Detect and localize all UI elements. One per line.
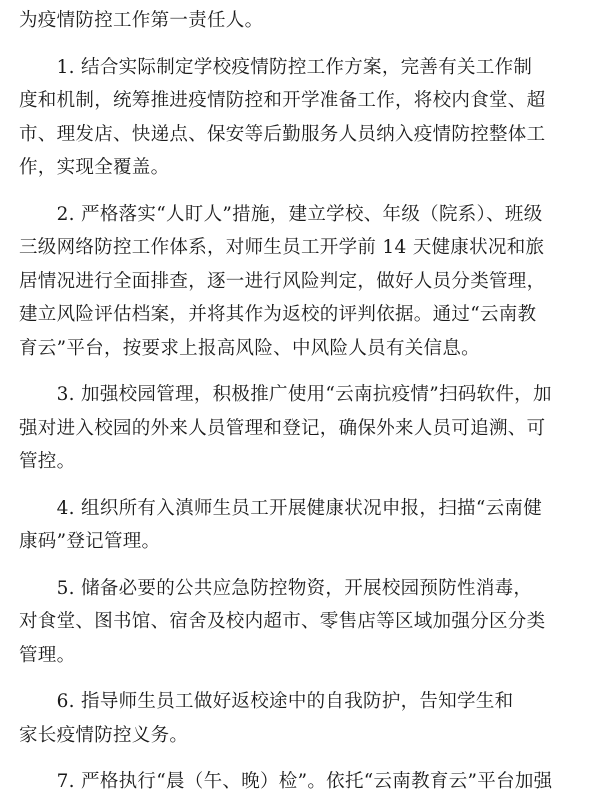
text-line: 作，实现全覆盖。 [19,157,170,178]
text-line: 3. 加强校园管理，积极推广使用“云南抗疫情”扫码软件，加 [19,384,552,405]
paragraph-item-5 [19,572,582,673]
paragraph-item-3 [19,378,582,479]
text-line: 度和机制，统筹推进疫情防控和开学准备工作，将校内食堂、超 [19,90,546,111]
text-line: 市、理发店、快递点、保安等后勤服务人员纳入疫情防控整体工 [19,123,546,145]
text-line: 居情况进行全面排查，逐一进行风险判定，做好人员分类管理， [19,270,546,292]
text-line: 为疫情防控工作第一责任人。 [19,10,264,31]
text-line: 育云”平台，按要求上报高风险、中风险人员有关信息。 [19,337,480,359]
text-line: 强对进入校园的外来人员管理和登记，确保外来人员可追溯、可 [19,417,546,439]
text-line: 对食堂、图书馆、宿舍及校内超市、零售店等区域加强分区分类 [19,611,546,632]
text-line: 4. 组织所有入滇师生员工开展健康状况申报，扫描“云南健 [19,497,542,519]
text-line: 管控。 [19,451,76,472]
text-line: 管理。 [19,644,76,666]
text-line: 6. 指导师生员工做好返校途中的自我防护，告知学生和 [19,691,514,712]
paragraph-item-1 [19,51,582,185]
text-line: 三级网络防控工作体系，对师生员工开学前 14 天健康状况和旅 [19,237,545,258]
text-line: 家长疫情防控义务。 [19,724,189,746]
text-line: 5. 储备必要的公共应急防控物资，开展校园预防性消毒， [19,577,533,599]
text-line: 7. 严格执行“晨（午、晚）检”。依托“云南教育云”平台加强 [19,771,553,792]
text-line: 2. 严格落实“人盯人”措施，建立学校、年级（院系）、班级 [19,203,543,225]
text-line: 康码”登记管理。 [19,531,161,552]
paragraph-item-6 [19,685,582,752]
text-line: 建立风险评估档案，并将其作为返校的评判依据。通过“云南教 [19,304,537,325]
paragraph-item-7 [19,765,582,799]
paragraph-intro-fragment [19,4,582,38]
paragraph-item-4 [19,492,582,559]
paragraph-item-2 [19,198,582,366]
text-line: 1. 结合实际制定学校疫情防控工作方案，完善有关工作制 [19,56,533,78]
